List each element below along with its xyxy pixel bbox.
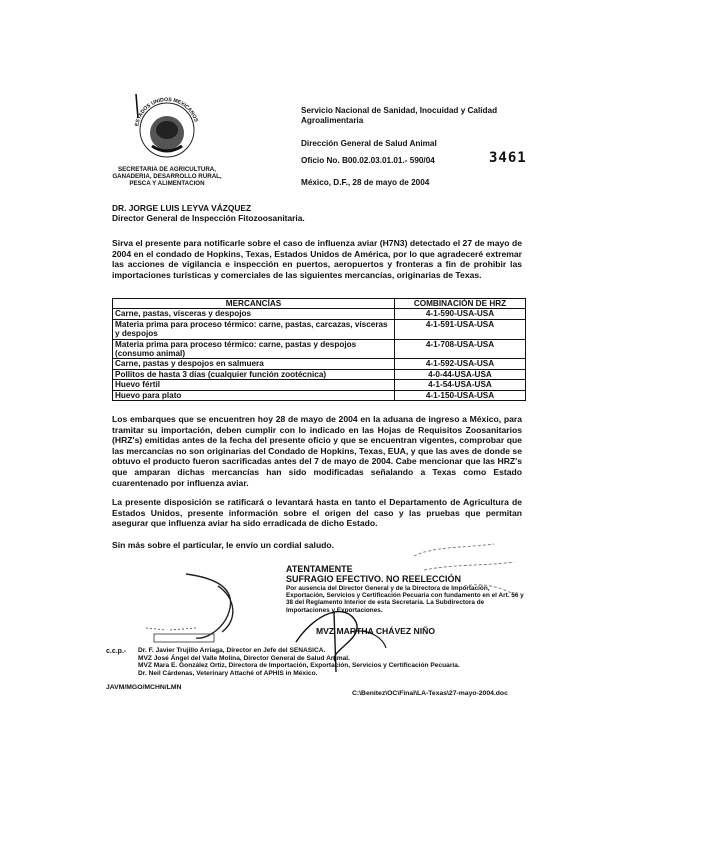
cc-label: c.c.p.- [106, 648, 127, 655]
document-date: México, D.F., 28 de mayo de 2004 [301, 178, 430, 187]
table-row [113, 359, 526, 369]
hrz-code-cell: 4-0-44-USA-USA [395, 369, 526, 379]
signing-authority: Por ausencia del Director General y de la Directora de Importación, Exportación, Servicios y Certificación Pecuaria con fundamento en el Art. 56 y 38 del Reglamento Interior de esta Secretaría. La Subdirectora de Importaciones y Exportaciones. [286, 585, 524, 614]
cc-item: Dr. Neil Cárdenas, Veterinary Attaché of APHIS in México. [138, 670, 318, 678]
seal-text: ESTADOS UNIDOS MEXICANOS [134, 96, 199, 127]
goods-cell: Carne, pastas, vísceras y despojos [113, 309, 395, 319]
paragraph-disposition: La presente disposición se ratificará o levantará hasta en tanto el Departamento de Agricultura de Estados Unidos, presente información sobre el origen del caso y las pruebas que permitan asegurar que influenza aviar ha sido erradicada de dicho Estado. [112, 497, 522, 529]
cc-list [138, 647, 498, 678]
addressee [112, 204, 412, 223]
hrz-code-cell: 4-1-708-USA-USA [395, 339, 526, 359]
hrz-code-cell: 4-1-590-USA-USA [395, 309, 526, 319]
signature-block [286, 564, 526, 614]
service-name: Servicio Nacional de Sanidad, Inocuidad y Calidad Agroalimentaria [301, 106, 498, 125]
table-header-row [113, 299, 526, 309]
regards-line: ATENTAMENTE [286, 564, 353, 574]
addressee-title: Director General de Inspección Fitozoosanitaria. [112, 212, 305, 223]
closing-line: Sin más sobre el particular, le envío un cordial saludo. [112, 540, 335, 550]
table-row [113, 380, 526, 390]
table-row [113, 390, 526, 400]
folio-number: 3461 [489, 150, 527, 166]
reference-initials: JAVM/MGO/MCHN/LMN [106, 684, 182, 691]
goods-cell: Pollitos de hasta 3 días (cualquier función zootécnica) [113, 369, 395, 379]
mexican-seal-logo [124, 86, 210, 164]
office-number: Oficio No. B00.02.03.01.01.- 590/04 [301, 156, 435, 165]
goods-cell: Materia prima para proceso térmico: carne, pastas, carcazas, vísceras y despojos [113, 319, 395, 339]
table-row [113, 369, 526, 379]
hrz-code-cell: 4-1-591-USA-USA [395, 319, 526, 339]
goods-cell: Materia prima para proceso térmico: carne, pastas y despojos (consumo animal) [113, 339, 395, 359]
goods-table [112, 298, 526, 401]
table-row [113, 339, 526, 359]
signer-name: MVZ MARTHA CHÁVEZ NIÑO [316, 626, 436, 636]
column-header-hrz: COMBINACIÓN DE HRZ [395, 299, 526, 309]
addressee-name: DR. JORGE LUIS LEYVA VÁZQUEZ [112, 203, 252, 213]
file-path: C:\Benitez\OC\Final\LA-Texas\27-mayo-2004.doc [352, 690, 508, 697]
motto-line: SUFRAGIO EFECTIVO. NO REELECCIÓN [286, 574, 462, 584]
goods-cell: Huevo para plato [113, 390, 395, 400]
column-header-goods: MERCANCÍAS [113, 299, 395, 309]
hrz-code-cell: 4-1-150-USA-USA [395, 390, 526, 400]
cc-item: MVZ Mara E. González Ortiz, Directora de Importación, Exportación, Servicios y Certificación Pecuaria. [138, 662, 460, 670]
direction-name: Dirección General de Salud Animal [301, 139, 437, 148]
goods-cell: Huevo fértil [113, 380, 395, 390]
goods-cell: Carne, pastas y despojos en salmuera [113, 359, 395, 369]
cc-item: MVZ José Ángel del Valle Molina, Director General de Salud Animal. [138, 654, 350, 662]
cc-item: Dr. F. Javier Trujillo Arriaga, Director en Jefe del SENASICA. [138, 647, 326, 654]
table-row [113, 309, 526, 319]
hrz-code-cell: 4-1-592-USA-USA [395, 359, 526, 369]
paragraph-shipments: Los embarques que se encuentren hoy 28 de mayo de 2004 en la aduana de ingreso a México, para tramitar su importación, deben cumplir con lo indicado en las Hojas de Requisitos Zoosanitarios (HRZ's) emitidas antes de la fecha del presente oficio y que se encuentran vigentes, comprobar que las mercancías no son originarias del Condado de Hopkins, Texas, EUA, y que las aves de donde se obtuvo el producto fueron sacrificadas antes del 7 de mayo de 2004. Cabe mencionar que las HRZ's que amparan dichas mercancías han sido modificadas señalando a Texas como Estado cuarentenado por influenza aviar. [112, 414, 522, 488]
hrz-code-cell: 4-1-54-USA-USA [395, 380, 526, 390]
agency-name: SECRETARIA DE AGRICULTURA, GANADERIA, DESARROLLO RURAL, PESCA Y ALIMENTACION [112, 166, 222, 187]
table-row [113, 319, 526, 339]
signature-scribble-left [126, 568, 266, 648]
paragraph-notification: Sirva el presente para notificarle sobre el caso de influenza aviar (H7N3) detectado el 27 de mayo de 2004 en el condado de Hopkins, Texas, Estados Unidos de América, por lo que agradeceré extremar las acciones de vigilancia e inspección en puertos, aeropuertos y fronteras a fin de prohibir las importaciones turísticas y comerciales de las siguientes mercancías, originarias de Texas. [112, 238, 522, 280]
